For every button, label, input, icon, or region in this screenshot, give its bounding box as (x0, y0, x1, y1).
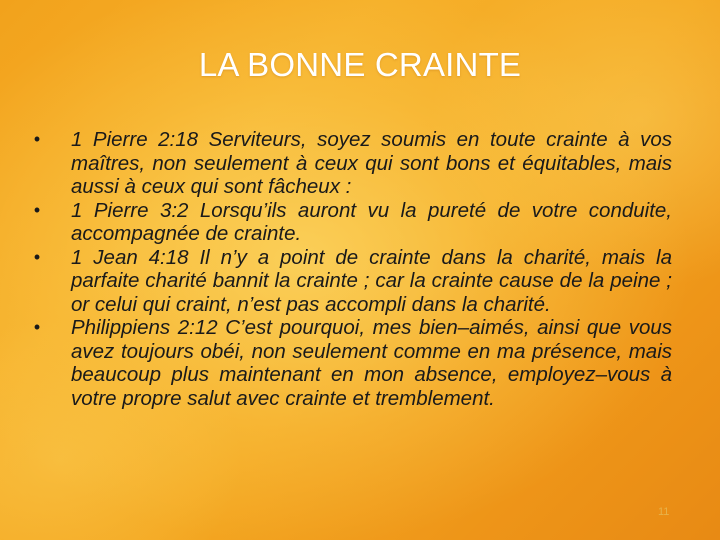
bullet-text: 1 Jean 4:18 Il n’y a point de crainte dans la charité, mais la parfaite charité bannit la crainte ; car la crainte cause de la peine ; or celui qui craint, n’est pas accompli dans la charité. (71, 245, 672, 316)
slide-title: LA BONNE CRAINTE (198, 46, 522, 83)
bullet-icon: • (33, 199, 41, 220)
bullet-icon: • (33, 129, 41, 149)
bullet-item (30, 128, 672, 199)
bullet-item (30, 316, 672, 410)
bullet-item (30, 199, 672, 246)
bullet-item (30, 246, 672, 317)
bullet-text: Philippiens 2:12 C’est pourquoi, mes bien‒aimés, ainsi que vous avez toujours obéi, non seulement comme en ma présence, mais beaucoup plus maintenant en mon absence, employez‒vous à votre propre salut avec crainte et tremblement. (71, 316, 672, 410)
bullet-text: 1 Pierre 3:2 Lorsqu’ils auront vu la pureté de votre conduite, accompagnée de crainte. (71, 198, 672, 245)
bullet-text: 1 Pierre 2:18 Serviteurs, soyez soumis en toute crainte à vos maîtres, non seulement à ceux qui sont bons et équitables, mais aussi à ceux qui sont fâcheux : (71, 128, 672, 198)
bullet-list (30, 128, 672, 410)
page-number: 11 (658, 506, 670, 518)
bullet-icon: • (33, 317, 41, 337)
bullet-icon: • (33, 246, 41, 267)
